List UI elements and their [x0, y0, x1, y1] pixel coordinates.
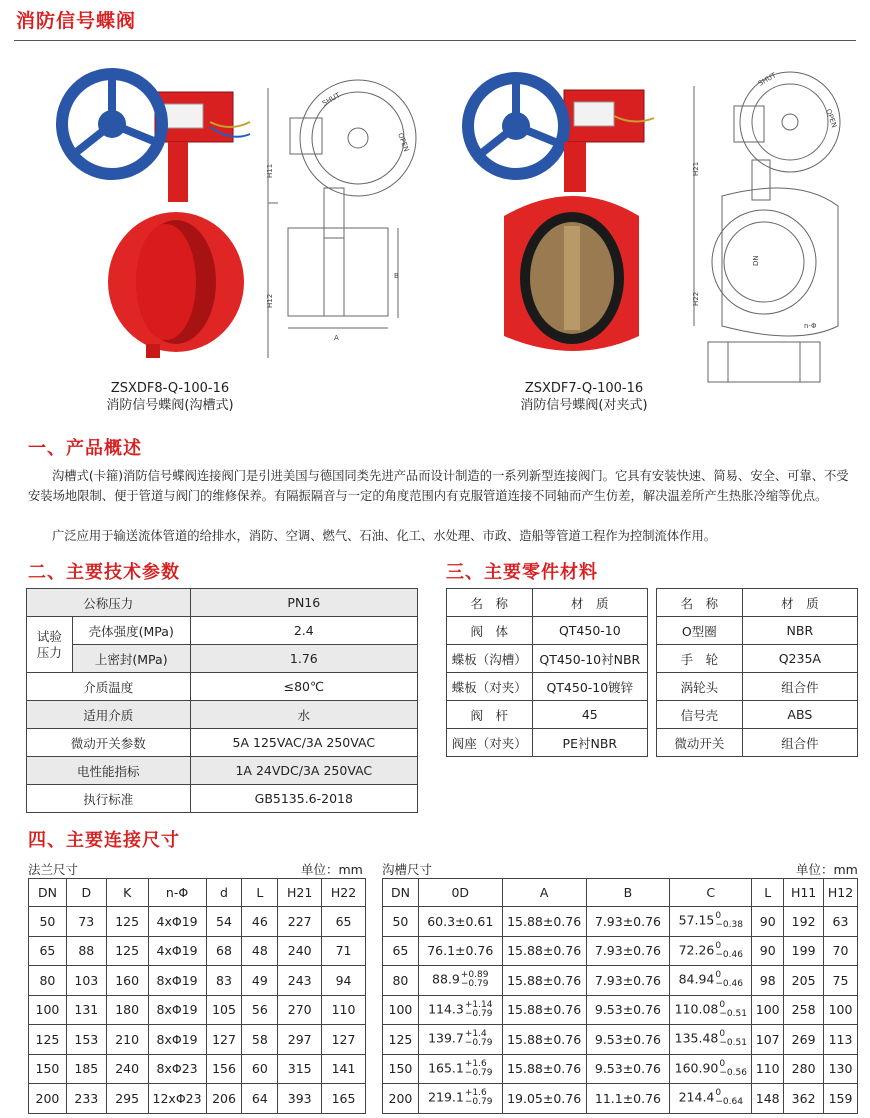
- table-cell: 8xΦ19: [148, 1025, 206, 1055]
- b-label: B: [394, 272, 399, 280]
- table-row: [29, 1054, 366, 1084]
- tolerance: [465, 1060, 493, 1078]
- od-cell: [418, 1054, 502, 1084]
- c-cell-value: 72.26: [678, 942, 715, 958]
- table-cell: 156: [206, 1054, 242, 1084]
- material-value: NBR: [742, 617, 857, 645]
- test-pressure-group: 试验压力: [27, 617, 73, 673]
- tolerance-upper: +0.89: [460, 970, 489, 981]
- table-cell: 100: [383, 995, 419, 1025]
- h22-label: H22: [692, 291, 700, 306]
- table-row: [383, 1084, 858, 1114]
- material-value: QT450-10衬NBR: [532, 645, 647, 673]
- c-cell: [670, 936, 752, 966]
- table-cell: 9.53±0.76: [586, 1025, 670, 1055]
- table-cell: 9.53±0.76: [586, 1054, 670, 1084]
- table-cell: 393: [278, 1084, 322, 1114]
- table-row: [383, 936, 858, 966]
- c-cell-value: 57.15: [678, 912, 715, 928]
- grooved-valve-photo: [60, 62, 250, 362]
- material-value: PE衬NBR: [532, 729, 647, 757]
- c-cell: [670, 1054, 752, 1084]
- table-cell: 113: [824, 1025, 858, 1055]
- table-cell: 148: [752, 1084, 784, 1114]
- tolerance: [465, 1030, 493, 1048]
- table-cell: 125: [383, 1025, 419, 1055]
- table-row: 介质温度 ≤80℃: [27, 673, 418, 701]
- table-cell: 7.93±0.76: [586, 966, 670, 996]
- column-header: B: [586, 879, 670, 907]
- material-value: QT450-10: [532, 617, 647, 645]
- tolerance-lower: −0.46: [715, 949, 743, 960]
- table-row: [657, 673, 858, 701]
- table-cell: 4xΦ19: [148, 936, 206, 966]
- table-cell: 65: [383, 936, 419, 966]
- material-part-name: 涡轮头: [657, 673, 743, 701]
- material-part-name: 阀 体: [447, 617, 533, 645]
- material-part-name: 手 轮: [657, 645, 743, 673]
- tolerance-upper: 0: [719, 1029, 726, 1040]
- caption-grooved-model: ZSXDF8-Q-100-16: [110, 381, 230, 396]
- material-value: 45: [532, 701, 647, 729]
- table-cell: 185: [66, 1054, 106, 1084]
- table-cell: 269: [784, 1025, 824, 1055]
- table-cell: 270: [278, 995, 322, 1025]
- dims-title: 四、主要连接尺寸: [28, 830, 180, 851]
- table-row: [29, 966, 366, 996]
- column-header: 0D: [418, 879, 502, 907]
- tolerance: [465, 1089, 493, 1107]
- table-cell: 125: [106, 907, 148, 937]
- c-cell: [670, 995, 752, 1025]
- table-cell: 100: [752, 995, 784, 1025]
- material-part-name: 信号壳: [657, 701, 743, 729]
- table-cell: 70: [824, 936, 858, 966]
- table-row: [657, 701, 858, 729]
- table-cell: 127: [322, 1025, 366, 1055]
- flange-dims-table: [28, 878, 366, 1114]
- column-header: H11: [784, 879, 824, 907]
- table-cell: 150: [383, 1054, 419, 1084]
- caption-grooved-name: 消防信号蝶阀(沟槽式): [106, 398, 234, 413]
- tolerance: [719, 1001, 747, 1019]
- table-cell: 4xΦ19: [148, 907, 206, 937]
- table-cell: 297: [278, 1025, 322, 1055]
- table-cell: 258: [784, 995, 824, 1025]
- tolerance-upper: 0: [715, 1088, 722, 1099]
- table-cell: 11.1±0.76: [586, 1084, 670, 1114]
- table-row: 上密封(MPa) 1.76: [27, 645, 418, 673]
- od-cell-value: 165.1: [428, 1060, 464, 1076]
- table-cell: 12xΦ23: [148, 1084, 206, 1114]
- c-cell: [670, 1084, 752, 1114]
- tolerance: [715, 942, 743, 960]
- table-cell: 90: [752, 907, 784, 937]
- table-cell: 15.88±0.76: [502, 936, 586, 966]
- tolerance-upper: +1.6: [464, 1058, 487, 1069]
- material-value: Q235A: [742, 645, 857, 673]
- column-header: L: [752, 879, 784, 907]
- table-cell: 98: [752, 966, 784, 996]
- grooved-valve-drawing: [268, 78, 418, 368]
- table-cell: 131: [66, 995, 106, 1025]
- dn-label: DN: [752, 255, 760, 266]
- tolerance: [465, 1001, 493, 1019]
- table-cell: 200: [29, 1084, 67, 1114]
- material-value: ABS: [742, 701, 857, 729]
- column-header: DN: [383, 879, 419, 907]
- table-cell: 64: [242, 1084, 278, 1114]
- table-cell: 127: [206, 1025, 242, 1055]
- tolerance-lower: −0.79: [464, 1008, 493, 1019]
- tolerance-lower: −0.79: [464, 1097, 493, 1108]
- tolerance-upper: +1.4: [464, 1029, 487, 1040]
- overview-title: 一、产品概述: [28, 438, 142, 459]
- table-cell: 362: [784, 1084, 824, 1114]
- table-cell: 180: [106, 995, 148, 1025]
- caption-wafer: [474, 380, 694, 414]
- groove-dims-table: [382, 878, 858, 1114]
- table-cell: 141: [322, 1054, 366, 1084]
- table-cell: 75: [824, 966, 858, 996]
- tolerance-upper: 0: [715, 911, 722, 922]
- table-cell: 206: [206, 1084, 242, 1114]
- table-cell: 15.88±0.76: [502, 966, 586, 996]
- materials-table-left: [446, 588, 648, 757]
- shut-label-2: SHUT: [757, 71, 778, 88]
- tolerance-lower: −0.64: [715, 1097, 743, 1108]
- table-cell: 130: [824, 1054, 858, 1084]
- table-cell: 100: [29, 995, 67, 1025]
- table-cell: 315: [278, 1054, 322, 1084]
- tolerance-lower: −0.51: [719, 1008, 747, 1019]
- table-cell: 90: [752, 936, 784, 966]
- table-row: [447, 673, 648, 701]
- tolerance: [715, 971, 743, 989]
- od-cell: [418, 995, 502, 1025]
- table-cell: 48: [242, 936, 278, 966]
- table-row: [29, 1025, 366, 1055]
- groove-label: 沟槽尺寸: [382, 862, 433, 877]
- table-cell: 73: [66, 907, 106, 937]
- table-cell: 205: [784, 966, 824, 996]
- table-row: [447, 701, 648, 729]
- table-cell: 65: [322, 907, 366, 937]
- page-title: 消防信号蝶阀: [16, 10, 137, 32]
- column-header: K: [106, 879, 148, 907]
- table-row: [383, 1054, 858, 1084]
- table-cell: 150: [29, 1054, 67, 1084]
- table-cell: 125: [106, 936, 148, 966]
- table-cell: 56: [242, 995, 278, 1025]
- c-cell: [670, 1025, 752, 1055]
- table-row: [447, 729, 648, 757]
- tolerance: [719, 1030, 747, 1048]
- open-label: OPEN: [396, 131, 411, 153]
- table-cell: 94: [322, 966, 366, 996]
- tolerance-lower: −0.38: [715, 920, 743, 931]
- wafer-valve-photo: [464, 66, 654, 366]
- table-cell: 15.88±0.76: [502, 1025, 586, 1055]
- table-cell: 125: [29, 1025, 67, 1055]
- table-header: [29, 879, 366, 907]
- table-cell: 240: [278, 936, 322, 966]
- od-cell: [418, 936, 502, 966]
- table-row: 执行标准 GB5135.6-2018: [27, 785, 418, 813]
- table-cell: 8xΦ19: [148, 966, 206, 996]
- tolerance-upper: +1.6: [464, 1088, 487, 1099]
- table-cell: 240: [106, 1054, 148, 1084]
- h11-label: H11: [266, 163, 274, 178]
- tolerance-upper: 0: [719, 999, 726, 1010]
- column-header: L: [242, 879, 278, 907]
- flange-unit: 单位：mm: [301, 862, 363, 877]
- column-header: d: [206, 879, 242, 907]
- groove-unit: 单位：mm: [796, 862, 858, 877]
- open-label-2: OPEN: [824, 107, 839, 129]
- table-row: 电性能指标 1A 24VDC/3A 250VAC: [27, 757, 418, 785]
- table-cell: 159: [824, 1084, 858, 1114]
- column-header: D: [66, 879, 106, 907]
- h12-label: H12: [266, 293, 274, 308]
- table-cell: 199: [784, 936, 824, 966]
- tolerance-upper: 0: [719, 1058, 726, 1069]
- table-cell: 71: [322, 936, 366, 966]
- table-cell: 68: [206, 936, 242, 966]
- od-cell: [418, 966, 502, 996]
- c-cell-value: 110.08: [674, 1001, 719, 1017]
- table-row: [383, 966, 858, 996]
- shut-label: SHUT: [321, 91, 342, 108]
- table-row: [29, 936, 366, 966]
- table-cell: 49: [242, 966, 278, 996]
- table-row: 公称压力 PN16: [27, 589, 418, 617]
- c-cell-value: 84.94: [678, 971, 715, 987]
- table-cell: 15.88±0.76: [502, 1054, 586, 1084]
- material-part-name: O型圈: [657, 617, 743, 645]
- overview-paragraph-1: 沟槽式(卡箍)消防信号蝶阀连接阀门是引进美国与德国同类先进产品而设计制造的一系列新型连接阀门。它具有安装快速、简易、安全、可靠、不受安装场地限制、便于管道与阀门的维修保养。有隔振隔音与一定的角度范围内有克服管道连接不同轴而产生仿差，解决温差所产生热胀冷缩等优点。: [28, 469, 849, 503]
- caption-wafer-model: ZSXDF7-Q-100-16: [524, 381, 644, 396]
- table-row: 微动开关参数 5A 125VAC/3A 250VAC: [27, 729, 418, 757]
- table-row: [383, 1025, 858, 1055]
- table-cell: 200: [383, 1084, 419, 1114]
- tolerance: [715, 1089, 743, 1107]
- table-cell: 110: [752, 1054, 784, 1084]
- overview-paragraph-2: 广泛应用于输送流体管道的给排水，消防、空调、燃气、石油、化工、水处理、市政、造船等管道工程作为控制流体作用。: [52, 529, 717, 543]
- material-part-name: 微动开关: [657, 729, 743, 757]
- od-cell: [418, 907, 502, 937]
- c-cell-value: 135.48: [674, 1030, 719, 1046]
- tolerance: [719, 1060, 747, 1078]
- nxd-label: n-Φ: [804, 322, 817, 330]
- table-cell: 8xΦ19: [148, 995, 206, 1025]
- table-cell: 63: [824, 907, 858, 937]
- column-header: H22: [322, 879, 366, 907]
- table-cell: 295: [106, 1084, 148, 1114]
- tolerance-lower: −0.46: [715, 979, 743, 990]
- c-cell: [670, 966, 752, 996]
- caption-wafer-name: 消防信号蝶阀(对夹式): [520, 398, 648, 413]
- od-cell-value: 114.3: [428, 1001, 464, 1017]
- tolerance-lower: −0.79: [464, 1038, 493, 1049]
- tolerance-upper: 0: [715, 940, 722, 951]
- table-cell: 58: [242, 1025, 278, 1055]
- wafer-valve-drawing: [688, 66, 848, 412]
- a-label: A: [334, 334, 339, 342]
- table-header: [383, 879, 858, 907]
- table-cell: 7.93±0.76: [586, 936, 670, 966]
- table-cell: 19.05±0.76: [502, 1084, 586, 1114]
- table-cell: 153: [66, 1025, 106, 1055]
- table-cell: 210: [106, 1025, 148, 1055]
- table-cell: 103: [66, 966, 106, 996]
- table-cell: 8xΦ23: [148, 1054, 206, 1084]
- material-part-name: 阀 杆: [447, 701, 533, 729]
- table-cell: 100: [824, 995, 858, 1025]
- table-cell: 15.88±0.76: [502, 995, 586, 1025]
- table-cell: 7.93±0.76: [586, 907, 670, 937]
- table-row: [447, 645, 648, 673]
- table-cell: 105: [206, 995, 242, 1025]
- tolerance: [715, 912, 743, 930]
- tolerance: [461, 971, 489, 989]
- flange-label: 法兰尺寸: [28, 862, 79, 877]
- column-header: H12: [824, 879, 858, 907]
- tolerance-lower: −0.79: [464, 1067, 493, 1078]
- c-cell-value: 214.4: [678, 1089, 715, 1105]
- table-row: [657, 729, 858, 757]
- column-header: A: [502, 879, 586, 907]
- table-cell: 233: [66, 1084, 106, 1114]
- tolerance-lower: −0.79: [460, 979, 489, 990]
- caption-grooved: [60, 380, 280, 414]
- table-header: 名 称 材 质: [447, 589, 648, 617]
- od-cell: [418, 1084, 502, 1114]
- table-cell: 165: [322, 1084, 366, 1114]
- table-cell: 46: [242, 907, 278, 937]
- materials-title: 三、主要零件材料: [446, 562, 598, 583]
- tolerance-lower: −0.51: [719, 1038, 747, 1049]
- table-row: [29, 907, 366, 937]
- table-cell: 280: [784, 1054, 824, 1084]
- table-cell: 15.88±0.76: [502, 907, 586, 937]
- od-cell-value: 139.7: [428, 1030, 464, 1046]
- od-cell: [418, 1025, 502, 1055]
- table-row: [383, 907, 858, 937]
- od-cell-value: 60.3±0.61: [427, 913, 494, 929]
- table-cell: 65: [29, 936, 67, 966]
- title-divider: [14, 40, 856, 41]
- table-header: 名 称 材 质: [657, 589, 858, 617]
- table-cell: 110: [322, 995, 366, 1025]
- material-value: 组合件: [742, 729, 857, 757]
- table-row: 试验压力 壳体强度(MPa) 2.4: [27, 617, 418, 645]
- od-cell-value: 88.9: [432, 971, 460, 987]
- table-cell: 227: [278, 907, 322, 937]
- od-cell-value: 76.1±0.76: [427, 943, 494, 959]
- table-cell: 80: [29, 966, 67, 996]
- table-row: [657, 645, 858, 673]
- tech-params-table: [26, 588, 418, 813]
- table-cell: 160: [106, 966, 148, 996]
- column-header: C: [670, 879, 752, 907]
- table-row: [447, 617, 648, 645]
- table-row: 适用介质 水: [27, 701, 418, 729]
- material-value: QT450-10镀锌: [532, 673, 647, 701]
- tolerance-upper: 0: [715, 970, 722, 981]
- table-cell: 60: [242, 1054, 278, 1084]
- table-row: [657, 617, 858, 645]
- material-value: 组合件: [742, 673, 857, 701]
- table-cell: 50: [383, 907, 419, 937]
- material-part-name: 蝶板（对夹）: [447, 673, 533, 701]
- table-cell: 88: [66, 936, 106, 966]
- table-cell: 83: [206, 966, 242, 996]
- table-row: [29, 995, 366, 1025]
- table-cell: 50: [29, 907, 67, 937]
- table-cell: 107: [752, 1025, 784, 1055]
- column-header: H21: [278, 879, 322, 907]
- od-cell-value: 219.1: [428, 1089, 464, 1105]
- tolerance-upper: +1.14: [464, 999, 493, 1010]
- material-part-name: 阀座（对夹）: [447, 729, 533, 757]
- material-part-name: 蝶板（沟槽）: [447, 645, 533, 673]
- column-header: n-Φ: [148, 879, 206, 907]
- c-cell-value: 160.90: [674, 1060, 719, 1076]
- tech-title: 二、主要技术参数: [28, 562, 180, 583]
- materials-table-right: [656, 588, 858, 757]
- table-cell: 9.53±0.76: [586, 995, 670, 1025]
- table-cell: 80: [383, 966, 419, 996]
- table-cell: 192: [784, 907, 824, 937]
- column-header: DN: [29, 879, 67, 907]
- h21-label: H21: [692, 161, 700, 176]
- c-cell: [670, 907, 752, 937]
- table-cell: 243: [278, 966, 322, 996]
- table-cell: 54: [206, 907, 242, 937]
- table-row: [29, 1084, 366, 1114]
- table-row: [383, 995, 858, 1025]
- tolerance-lower: −0.56: [719, 1067, 747, 1078]
